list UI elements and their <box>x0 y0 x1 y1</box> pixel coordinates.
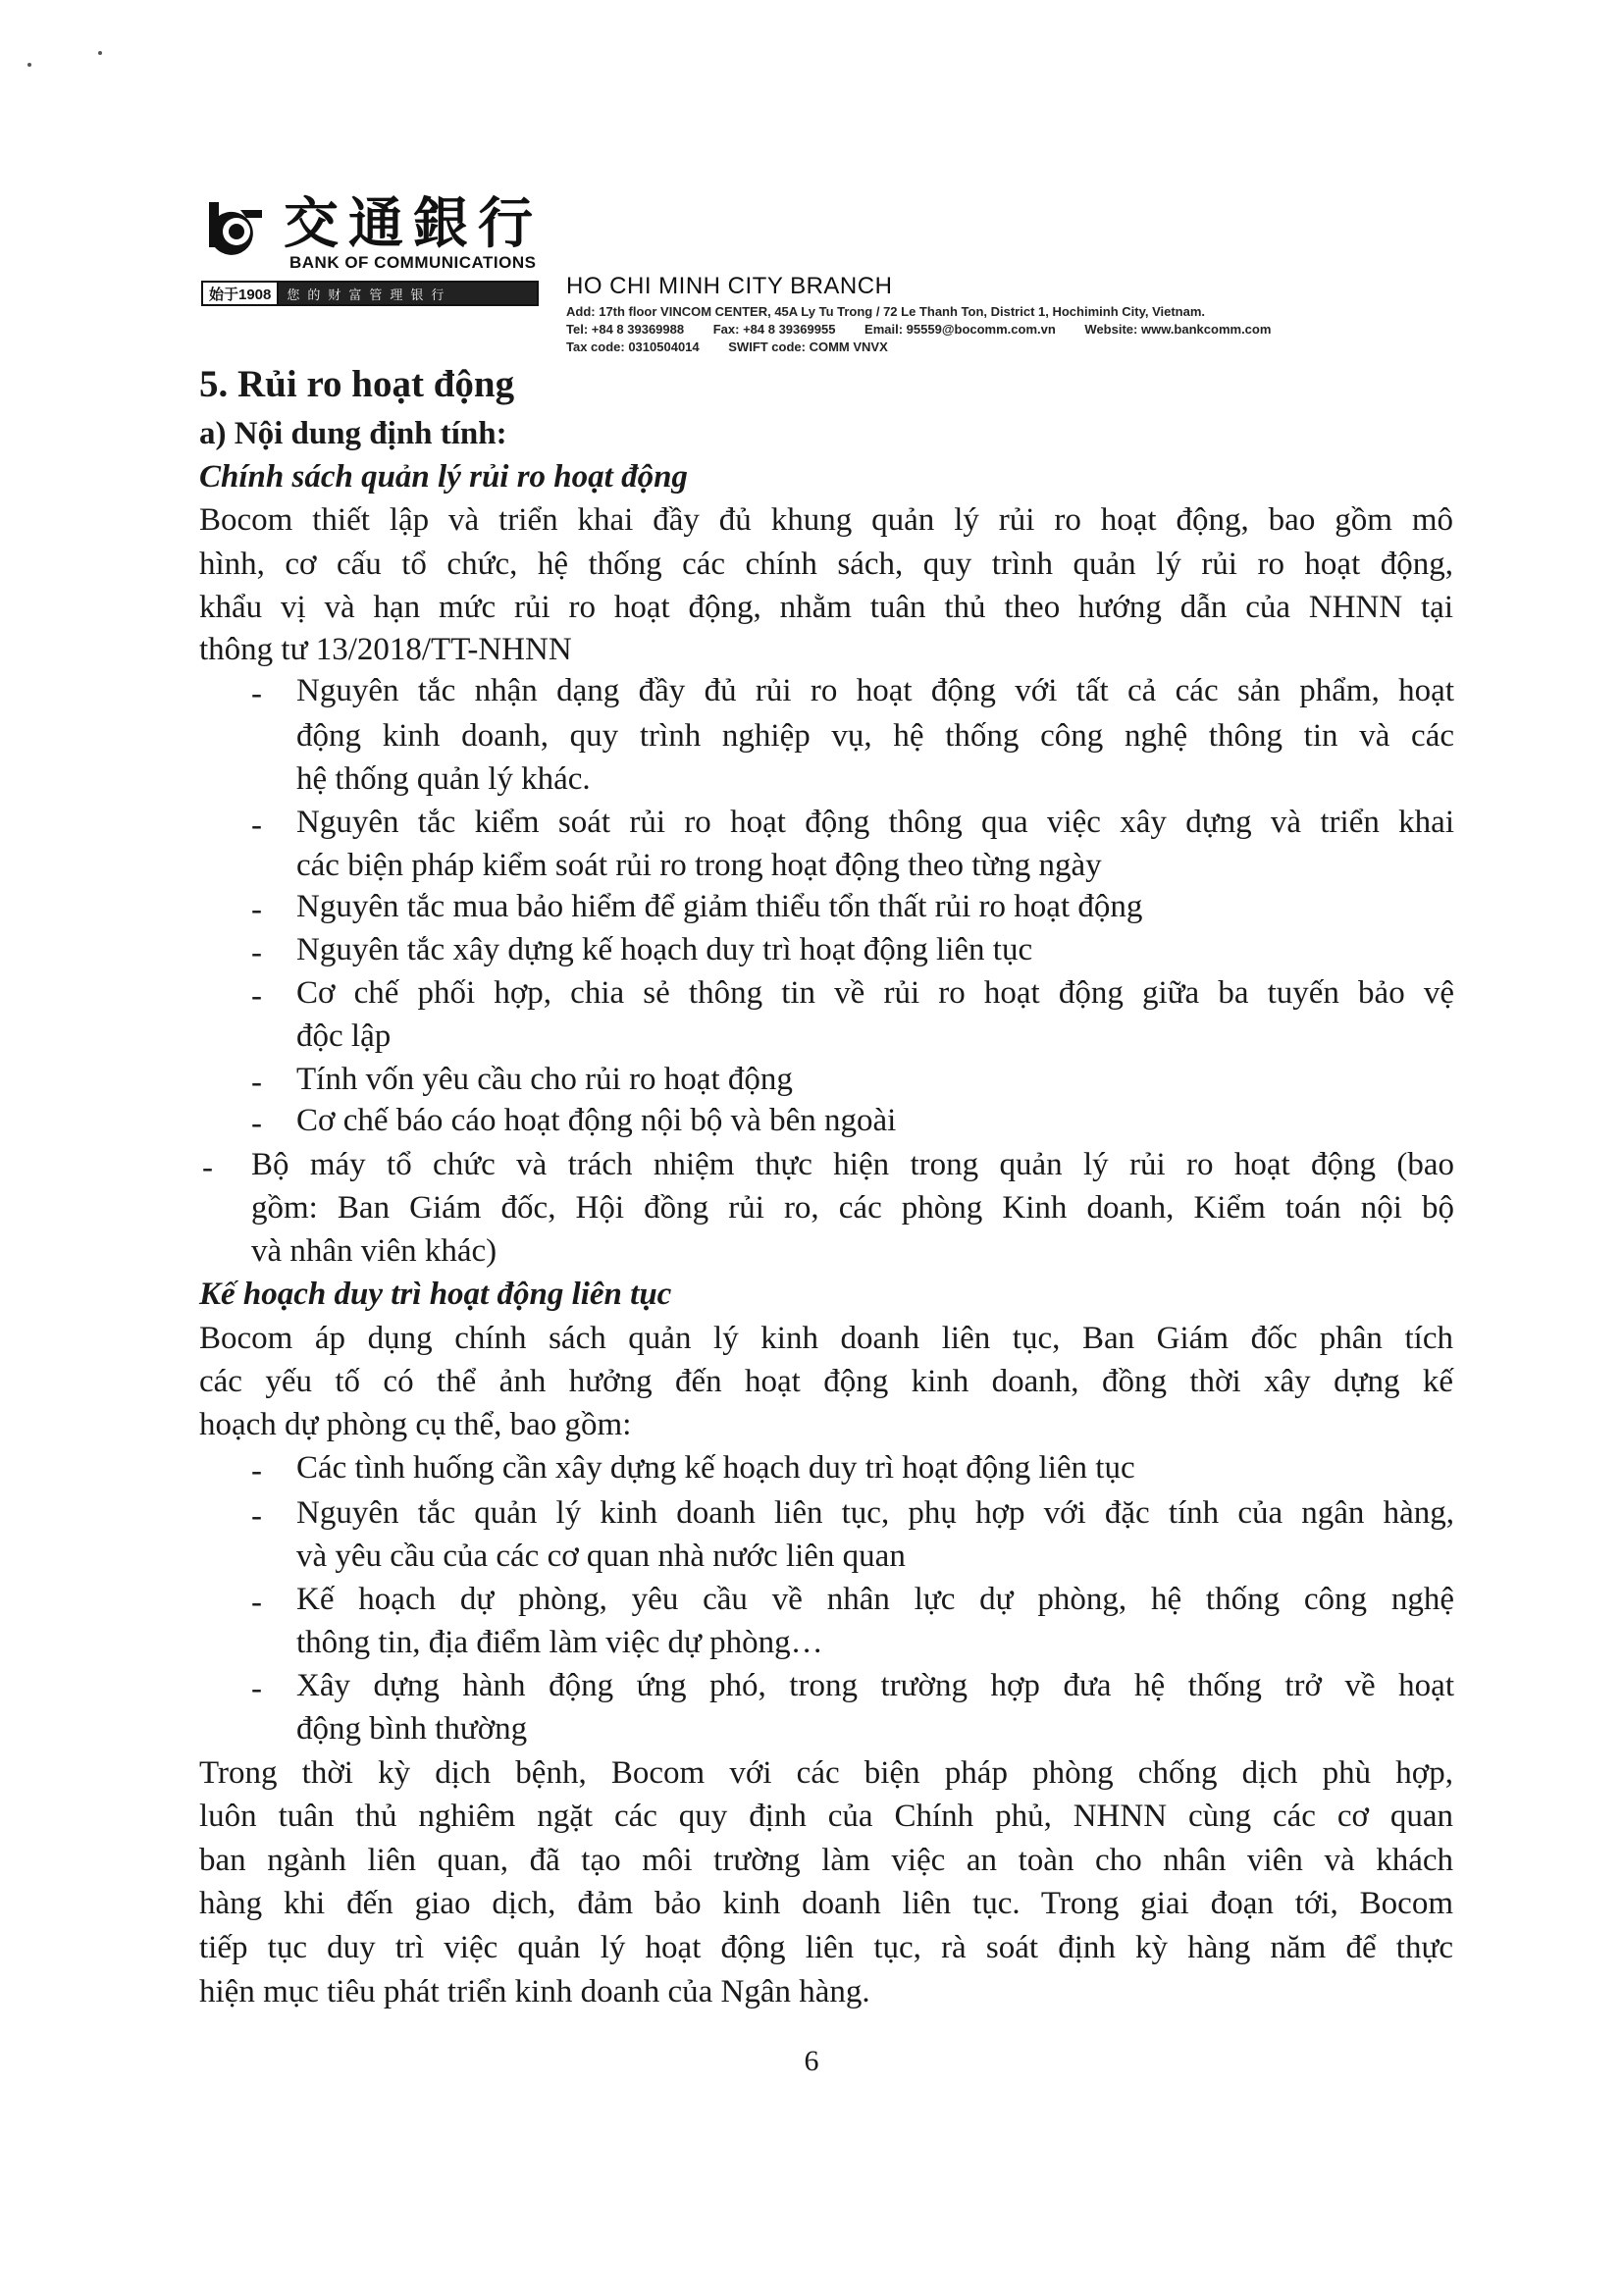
policy-item-text: Tính vốn yêu cầu cho rủi ro hoạt động <box>296 1062 793 1097</box>
policy-item-text: các biện pháp kiểm soát rủi ro trong hoạt động theo từng ngày <box>296 848 1102 883</box>
policy-item-text: Cơ chế phối hợp, chia sẻ thông tin về rủi ro hoạt động giữa ba tuyến bảo vệ <box>296 975 1454 1011</box>
bullet-dash: - <box>251 1065 262 1100</box>
bullet-dash: - <box>251 808 262 843</box>
bullet-dash: - <box>251 1585 262 1620</box>
bullet-dash: - <box>251 1498 262 1534</box>
scan-speck <box>98 51 102 55</box>
bullet-dash: - <box>251 1453 262 1488</box>
policy-heading: Chính sách quản lý rủi ro hoạt động <box>199 459 688 495</box>
email: Email: 95559@bocomm.com.vn <box>864 322 1056 337</box>
bcp-item-text: Các tình huống cần xây dựng kế hoạch duy trì hoạt động liên tục <box>296 1450 1135 1486</box>
founding-year: 始于1908 <box>203 283 279 304</box>
bullet-dash: - <box>251 978 262 1014</box>
bcp-heading: Kế hoạch duy trì hoạt động liên tục <box>199 1277 672 1312</box>
page-number: 6 <box>804 2045 819 2077</box>
org-item-text: Bộ máy tổ chức và trách nhiệm thực hiện trong quản lý rủi ro hoạt động (bao <box>251 1147 1454 1182</box>
intro-line: hình, cơ cấu tổ chức, hệ thống các chính sách, quy trình quản lý rủi ro hoạt động, <box>199 547 1453 582</box>
bcp-item-text: thông tin, địa điểm làm việc dự phòng… <box>296 1625 823 1660</box>
tax-code: Tax code: 0310504014 <box>566 339 700 354</box>
swift-code: SWIFT code: COMM VNVX <box>728 339 888 354</box>
section-title: 5. Rủi ro hoạt động <box>199 363 515 405</box>
org-item-text: gồm: Ban Giám đốc, Hội đồng rủi ro, các phòng Kinh doanh, Kiểm toán nội bộ <box>251 1190 1454 1226</box>
bcp-item-text: Nguyên tắc quản lý kinh doanh liên tục, phụ hợp với đặc tính của ngân hàng, <box>296 1495 1454 1531</box>
logo-chinese-name: 交通銀行 <box>284 192 543 256</box>
section-subtitle: a) Nội dung định tính: <box>199 416 507 451</box>
closing-line: tiếp tục duy trì việc quản lý hoạt động liên tục, rà soát định kỳ hàng năm để thực <box>199 1930 1453 1965</box>
scan-speck <box>27 63 31 67</box>
closing-line: luôn tuân thủ nghiêm ngặt các quy định của Chính phủ, NHNN cùng các cơ quan <box>199 1799 1453 1834</box>
fax: Fax: +84 8 39369955 <box>712 322 836 337</box>
policy-item-text: Nguyên tắc mua bảo hiểm để giảm thiểu tổn thất rủi ro hoạt động <box>296 889 1143 924</box>
bcp-item-text: Xây dựng hành động ứng phó, trong trường hợp đưa hệ thống trở về hoạt <box>296 1668 1454 1703</box>
codes-line <box>566 339 888 354</box>
website: Website: www.bankcomm.com <box>1084 322 1272 337</box>
bcp-item-text: và yêu cầu của các cơ quan nhà nước liên quan <box>296 1539 906 1574</box>
policy-item-text: Nguyên tắc xây dựng kế hoạch duy trì hoạt động liên tục <box>296 932 1033 967</box>
policy-item-text: độc lập <box>296 1018 392 1054</box>
bcp-item-text: động bình thường <box>296 1711 528 1747</box>
policy-item-text: Cơ chế báo cáo hoạt động nội bộ và bên ngoài <box>296 1103 897 1138</box>
slogan-bar <box>201 281 539 306</box>
bcp-item-text: Kế hoạch dự phòng, yêu cầu về nhân lực dự phòng, hệ thống công nghệ <box>296 1582 1454 1617</box>
tel: Tel: +84 8 39369988 <box>566 322 685 337</box>
bcp-intro-line: hoạch dự phòng cụ thể, bao gồm: <box>199 1407 632 1442</box>
closing-line: Trong thời kỳ dịch bệnh, Bocom với các biện pháp phòng chống dịch phù hợp, <box>199 1755 1453 1791</box>
bcp-intro-line: Bocom áp dụng chính sách quản lý kinh doanh liên tục, Ban Giám đốc phân tích <box>199 1321 1453 1356</box>
policy-item-text: động kinh doanh, quy trình nghiệp vụ, hệ thống công nghệ thông tin và các <box>296 718 1454 754</box>
intro-line: khẩu vị và hạn mức rủi ro hoạt động, nhằm tuân thủ theo hướng dẫn của NHNN tại <box>199 590 1453 625</box>
contact-line <box>566 322 1271 337</box>
logo-english-name: BANK OF COMMUNICATIONS <box>289 253 537 272</box>
bcp-intro-line: các yếu tố có thể ảnh hưởng đến hoạt động kinh doanh, đồng thời xây dựng kế <box>199 1364 1453 1399</box>
intro-line: Bocom thiết lập và triển khai đầy đủ khung quản lý rủi ro hoạt động, bao gồm mô <box>199 502 1453 538</box>
bullet-dash: - <box>251 1106 262 1141</box>
letterhead <box>201 192 1477 368</box>
bullet-dash: - <box>202 1150 213 1185</box>
policy-item-text: Nguyên tắc nhận dạng đầy đủ rủi ro hoạt động với tất cả các sản phẩm, hoạt <box>296 673 1454 708</box>
policy-item-text: hệ thống quản lý khác. <box>296 761 591 797</box>
org-item-text: và nhân viên khác) <box>251 1233 497 1269</box>
bank-logo-icon <box>201 196 270 259</box>
policy-item-text: Nguyên tắc kiểm soát rủi ro hoạt động thông qua việc xây dựng và triển khai <box>296 805 1454 840</box>
slogan: 您的财富管理银行 <box>279 283 537 304</box>
branch-address: Add: 17th floor VINCOM CENTER, 45A Ly Tu Trong / 72 Le Thanh Ton, District 1, Hochiminh City, Vietnam. <box>566 304 1206 319</box>
intro-line: thông tư 13/2018/TT-NHNN <box>199 632 572 667</box>
bullet-dash: - <box>251 1671 262 1706</box>
closing-line: hiện mục tiêu phát triển kinh doanh của Ngân hàng. <box>199 1974 870 2009</box>
closing-line: ban ngành liên quan, đã tạo môi trường làm việc an toàn cho nhân viên và khách <box>199 1843 1453 1878</box>
closing-line: hàng khi đến giao dịch, đảm bảo kinh doanh liên tục. Trong giai đoạn tới, Bocom <box>199 1886 1453 1921</box>
bullet-dash: - <box>251 935 262 970</box>
bullet-dash: - <box>251 892 262 927</box>
bullet-dash: - <box>251 676 262 711</box>
branch-name: HO CHI MINH CITY BRANCH <box>566 273 893 299</box>
